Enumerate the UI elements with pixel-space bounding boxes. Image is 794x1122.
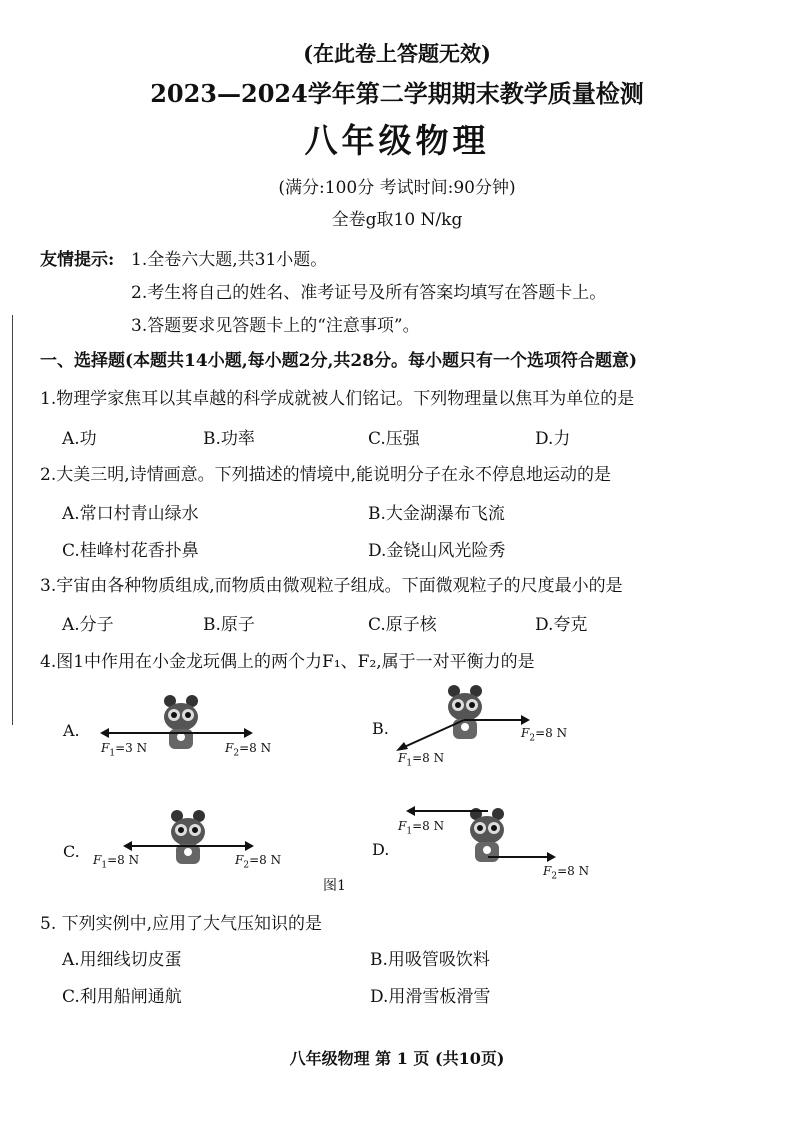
force-label-f2: $F_2=8$ N [543, 864, 590, 882]
option-c: C.原子核 [368, 615, 437, 635]
force-label-f1: $F_1=8$ N [398, 819, 445, 837]
force-arrow-f1-diagonal [394, 718, 468, 752]
subject-title: 八年级物理 [304, 121, 490, 160]
option-c: C.桂峰村花香扑鼻 [62, 541, 199, 561]
force-label-f2: $F_2=8$ N [225, 741, 272, 759]
option-b: B.原子 [203, 615, 255, 635]
figure-panel-a-label: A. [63, 721, 80, 740]
tips-label: 友情提示: [40, 250, 115, 270]
force-arrow-f1 [125, 845, 188, 847]
dragon-toy-icon [165, 808, 211, 868]
option-d: D.用滑雪板滑雪 [370, 987, 491, 1007]
score-time-info: (满分:100分 考试时间:90分钟) [278, 178, 516, 198]
force-label-f1: $F_1=3$ N [101, 741, 148, 759]
force-arrow-f2 [464, 719, 528, 721]
force-label-f2: $F_2=8$ N [521, 726, 568, 744]
tip-item: 3.答题要求见答题卡上的“注意事项”。 [131, 316, 420, 336]
force-label-f1: $F_1=8$ N [93, 853, 140, 871]
option-a: A.功 [62, 429, 97, 449]
figure-panel-b-label: B. [372, 719, 389, 738]
force-label-f2: $F_2=8$ N [235, 853, 282, 871]
force-arrow-f1 [408, 810, 488, 812]
force-arrow-f2 [181, 732, 251, 734]
option-d: D.力 [535, 429, 571, 449]
force-label-f1: $F_1=8$ N [398, 751, 445, 769]
option-a: A.常口村青山绿水 [62, 504, 199, 524]
force-arrow-f2 [488, 856, 554, 858]
figure-panel-c-label: C. [63, 842, 80, 861]
option-b: B.用吸管吸饮料 [370, 950, 490, 970]
gravity-constant-info: 全卷g取10 N/kg [331, 210, 463, 230]
tip-item: 2.考生将自己的姓名、准考证号及所有答案均填写在答题卡上。 [131, 283, 607, 303]
invalid-answer-notice: (在此卷上答题无效) [303, 41, 491, 66]
force-arrow-f2 [188, 845, 252, 847]
option-c: C.压强 [368, 429, 420, 449]
option-d: D.金铙山风光险秀 [368, 541, 506, 561]
option-a: A.用细线切皮蛋 [62, 950, 182, 970]
figure-caption: 图1 [323, 878, 346, 894]
question-stem: 3.宇宙由各种物质组成,而物质由微观粒子组成。下面微观粒子的尺度最小的是 [40, 576, 623, 596]
scan-margin-line [12, 315, 13, 725]
option-b: B.功率 [203, 429, 255, 449]
exam-title: 2023—2024学年第二学期期末教学质量检测 [150, 79, 644, 108]
option-c: C.利用船闸通航 [62, 987, 182, 1007]
question-stem: 4.图1中作用在小金龙玩偶上的两个力F₁、F₂,属于一对平衡力的是 [40, 652, 535, 672]
page-footer: 八年级物理 第 1 页 (共10页) [289, 1049, 505, 1068]
dragon-toy-icon [158, 693, 204, 753]
question-stem: 5. 下列实例中,应用了大气压知识的是 [40, 914, 323, 934]
option-d: D.夸克 [535, 615, 588, 635]
section-heading: 一、选择题(本题共14小题,每小题2分,共28分。每小题只有一个选项符合题意) [40, 351, 638, 371]
question-stem: 1.物理学家焦耳以其卓越的科学成就被人们铭记。下列物理量以焦耳为单位的是 [40, 389, 635, 409]
question-stem: 2.大美三明,诗情画意。下列描述的情境中,能说明分子在永不停息地运动的是 [40, 465, 612, 485]
tip-item: 1.全卷六大题,共31小题。 [131, 250, 328, 270]
option-b: B.大金湖瀑布飞流 [368, 504, 505, 524]
figure-panel-d-label: D. [372, 840, 390, 859]
option-a: A.分子 [62, 615, 114, 635]
force-arrow-f1 [102, 732, 181, 734]
